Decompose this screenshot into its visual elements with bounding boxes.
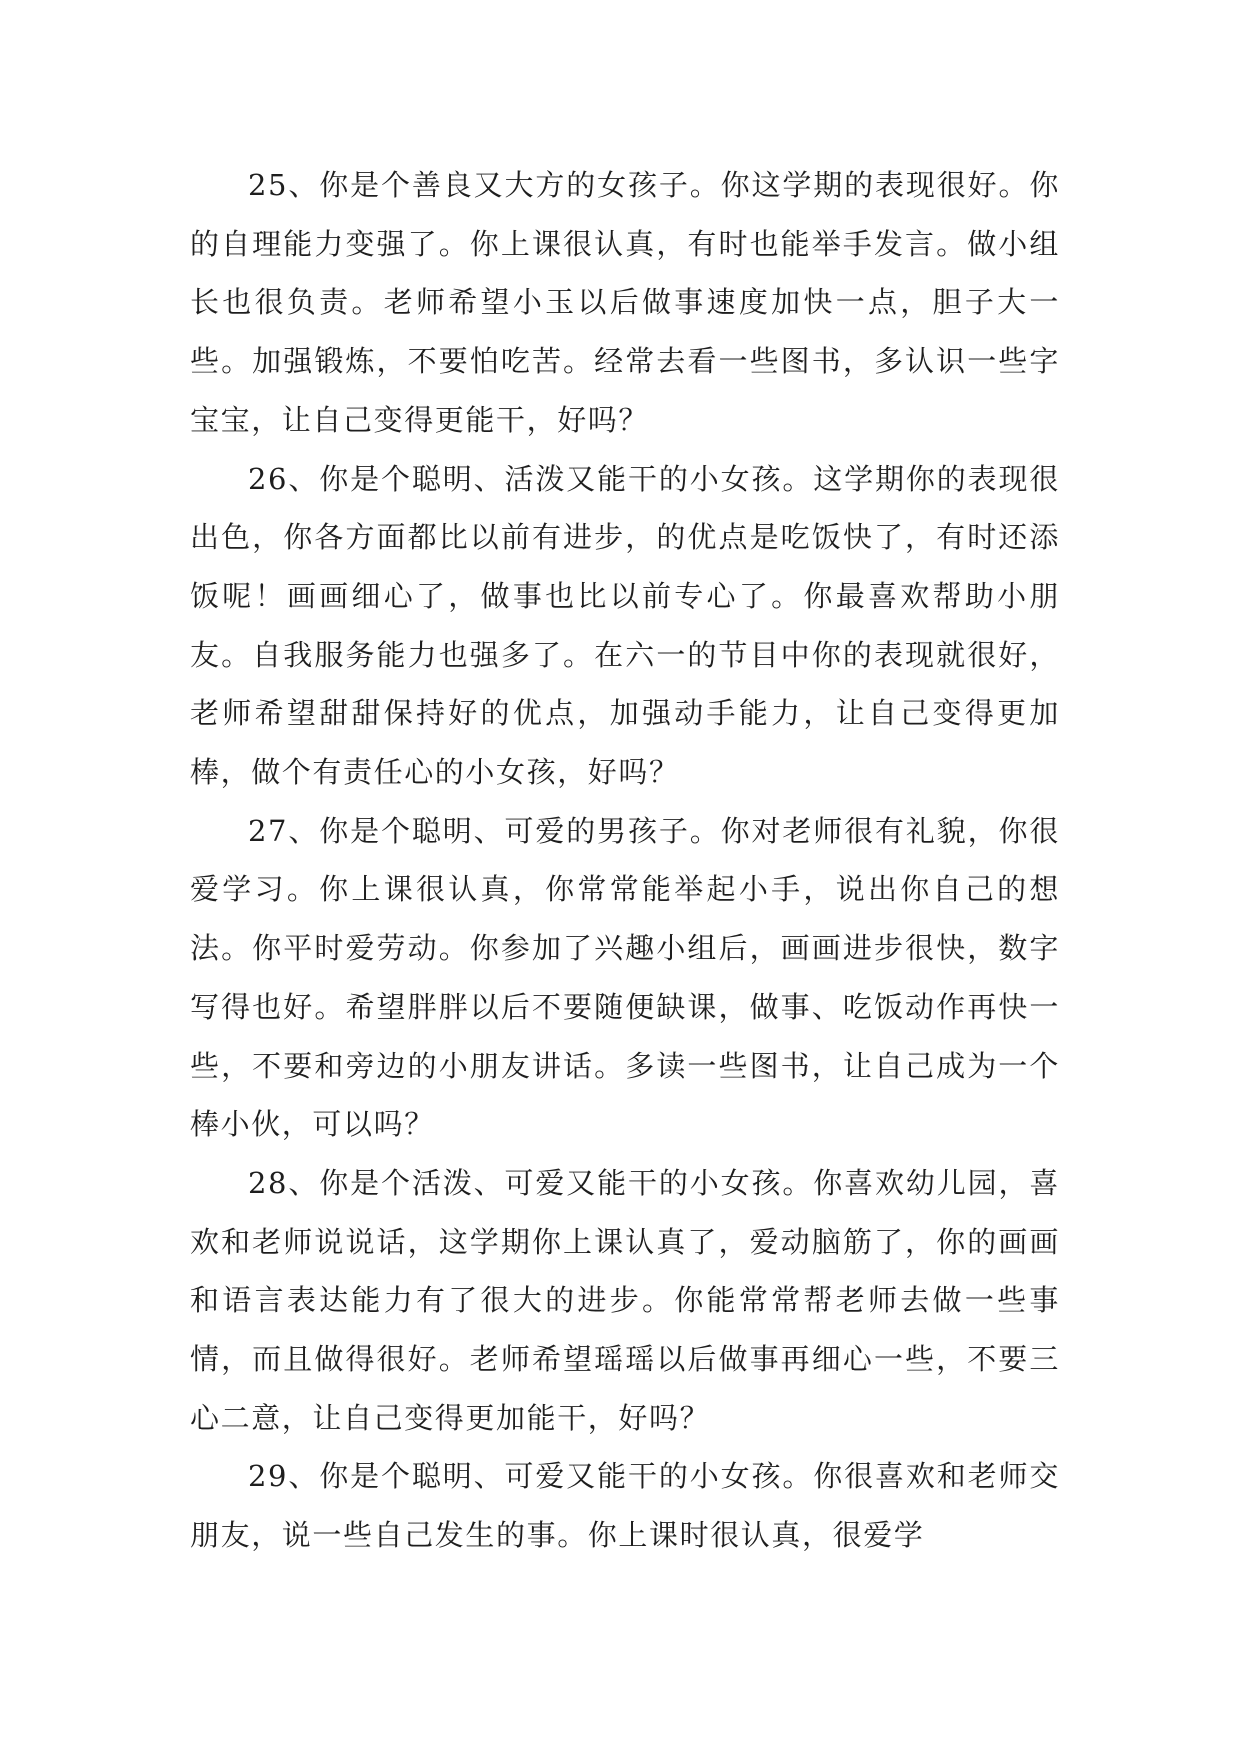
document-body (190, 156, 1060, 1565)
comment-paragraph-29: 29、你是个聪明、可爱又能干的小女孩。你很喜欢和老师交朋友，说一些自己发生的事。你上课时很认真，很爱学 (190, 1459, 1060, 1553)
comment-paragraph-26: 26、你是个聪明、活泼又能干的小女孩。这学期你的表现很出色，你各方面都比以前有进步，的优点是吃饭快了，有时还添饭呢！画画细心了，做事也比以前专心了。你最喜欢帮助小朋友。自我服务能力也强多了。在六一的节目中你的表现就很好，老师希望甜甜保持好的优点，加强动手能力，让自己变得更加棒，做个有责任心的小女孩，好吗？ (190, 461, 1060, 790)
comment-paragraph-27: 27、你是个聪明、可爱的男孩子。你对老师很有礼貌，你很爱学习。你上课很认真，你常常能举起小手，说出你自己的想法。你平时爱劳动。你参加了兴趣小组后，画画进步很快，数字写得也好。希望胖胖以后不要随便缺课，做事、吃饭动作再快一些，不要和旁边的小朋友讲话。多读一些图书，让自己成为一个棒小伙，可以吗？ (190, 813, 1060, 1142)
comment-paragraph-28: 28、你是个活泼、可爱又能干的小女孩。你喜欢幼儿园，喜欢和老师说说话，这学期你上课认真了，爱动脑筋了，你的画画和语言表达能力有了很大的进步。你能常常帮老师去做一些事情，而且做得很好。老师希望瑶瑶以后做事再细心一些，不要三心二意，让自己变得更加能干，好吗？ (190, 1165, 1060, 1435)
comment-paragraph-25: 25、你是个善良又大方的女孩子。你这学期的表现很好。你的自理能力变强了。你上课很认真，有时也能举手发言。做小组长也很负责。老师希望小玉以后做事速度加快一点，胆子大一些。加强锻炼，不要怕吃苦。经常去看一些图书，多认识一些字宝宝，让自己变得更能干，好吗？ (190, 168, 1060, 437)
